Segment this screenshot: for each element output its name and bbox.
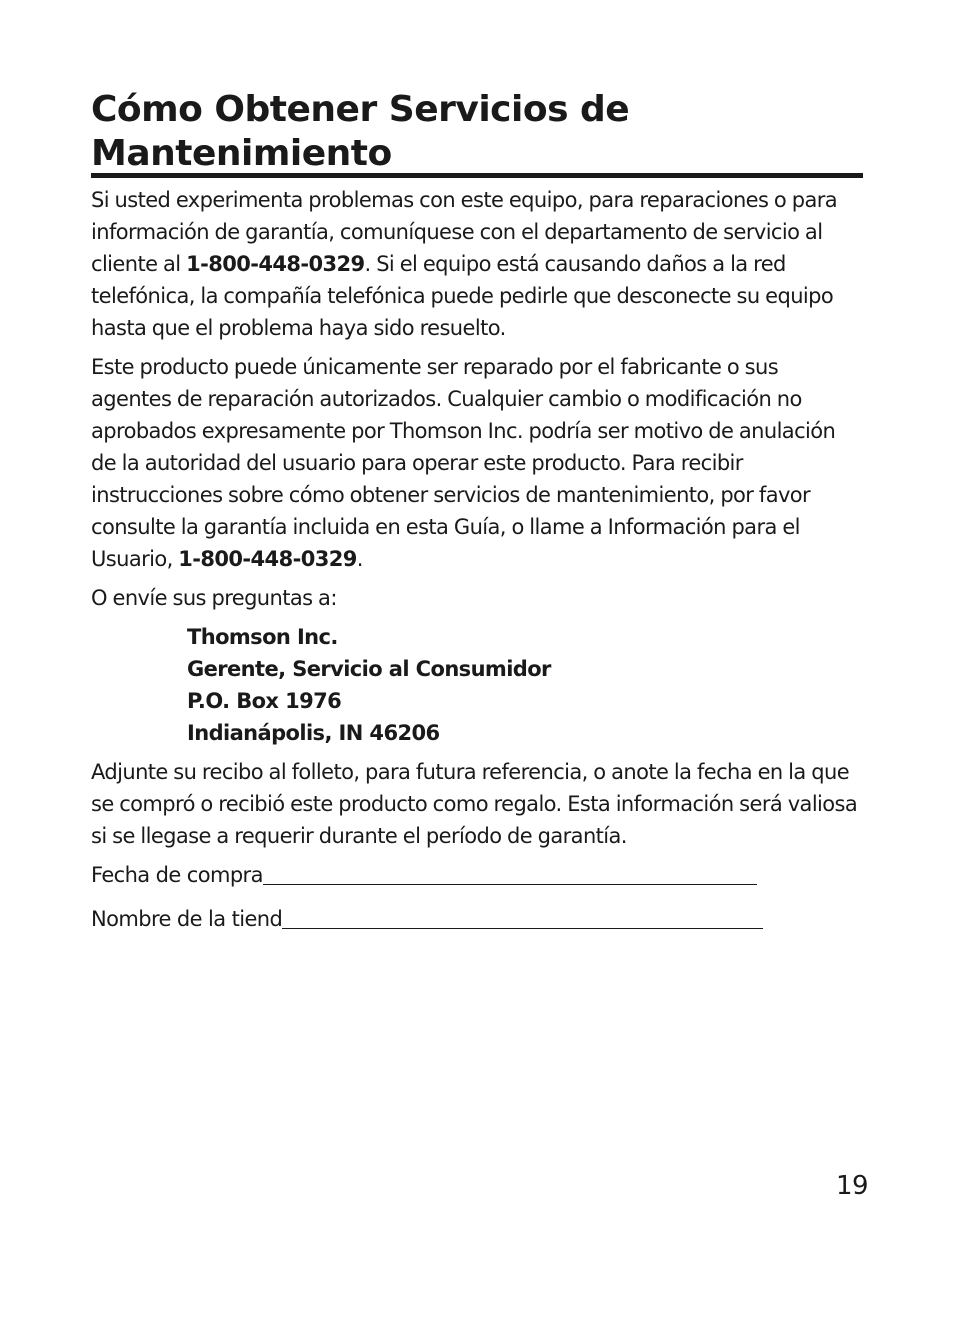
paragraph-2-text-end: . — [356, 547, 363, 571]
store-name-field — [91, 903, 863, 935]
page-title-line-2: Mantenimiento — [91, 133, 392, 174]
paragraph-keep-receipt: Adjunte su recibo al folleto, para futura referencia, o anote la fecha en la que se compró o recibió este producto como regalo. Esta información será valiosa si se llegase a requerir durante el período de garantía. — [91, 760, 858, 848]
address-company: Thomson Inc. — [187, 625, 338, 649]
store-name-blank-line — [282, 906, 763, 929]
page-number: 19 — [836, 1171, 869, 1201]
page-title-line-1: Cómo Obtener Servicios de — [91, 89, 630, 130]
paragraph-service-contact — [91, 184, 863, 344]
store-name-label: Nombre de la tiend — [91, 907, 283, 931]
document-page — [91, 88, 863, 935]
purchase-date-blank-line — [263, 862, 757, 885]
paragraph-1-text-end: . Si el equipo está causando daños a la red telefónica, la compañía telefónica puede pedirle que desconecte su equipo hasta que el problema haya sido resuelto. — [91, 252, 834, 340]
mailing-address — [187, 621, 863, 749]
paragraph-2-text-start: Este producto puede únicamente ser reparado por el fabricante o sus agentes de reparación autorizados. Cualquier cambio o modificación no aprobados expresamente por Thomson Inc. podría ser motivo de anulación de la autoridad del usuario para operar este producto. Para recibir instrucciones sobre cómo obtener servicios de mantenimiento, por favor consulte la garantía incluida en esta Guía, o llame a Información para el Usuario, — [91, 355, 836, 571]
purchase-date-field — [91, 859, 863, 891]
address-po-box: P.O. Box 1976 — [187, 689, 342, 713]
page-title — [91, 88, 863, 176]
address-city-state-zip: Indianápolis, IN 46206 — [187, 721, 440, 745]
paragraph-send-questions: O envíe sus preguntas a: — [91, 586, 337, 610]
paragraph-1-text-start: Si usted experimenta problemas con este equipo, para reparaciones o para información de garantía, comuníquese con el departamento de servicio al cliente al — [91, 188, 838, 276]
phone-number: 1-800-448-0329 — [186, 252, 365, 276]
address-department: Gerente, Servicio al Consumidor — [187, 657, 551, 681]
purchase-date-label: Fecha de compra — [91, 863, 263, 887]
paragraph-authorized-repair — [91, 351, 863, 575]
phone-number: 1-800-448-0329 — [178, 547, 357, 571]
